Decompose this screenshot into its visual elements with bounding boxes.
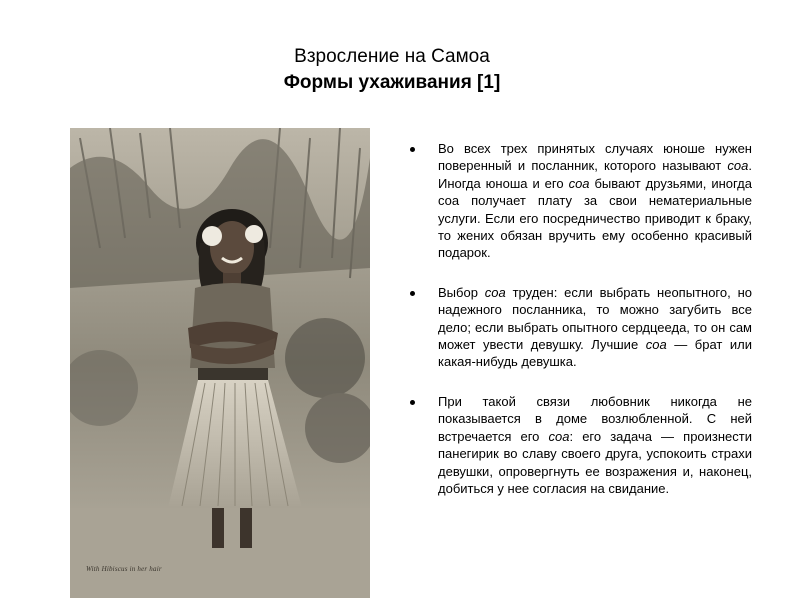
slide-title-block: [0, 44, 794, 96]
photo-illustration: [70, 128, 370, 598]
photo-caption: With Hibiscus in her hair: [86, 565, 162, 573]
bullet-dot: [410, 147, 415, 152]
vintage-photo-girl-in-grass-skirt: [70, 128, 370, 598]
bullet-dot: [410, 291, 415, 296]
list-item: Во всех трех принятых случаях юноше нужен поверенный и посланник, которого называют соа. Иногда юноша и его соа бывают друзьями, иногда соа получает плату за свои нематериальные услуги. Если его посредничество приводит к браку, то жених обязан вручить ему особенно красивый подарок.: [410, 140, 752, 262]
list-item: Выбор соа труден: если выбрать неопытного, но надежного посланника, то можно загубить все дело; если выбрать опытного сердцееда, то он сам может увести девушку. Лучшие соа — брат или какая-нибудь девушка.: [410, 284, 752, 371]
bullet-dot: [410, 400, 415, 405]
bullet-list: [410, 140, 752, 497]
slide-subtitle: Формы ухаживания [1]: [283, 72, 501, 93]
slide-title: Взросление на Самоа: [294, 46, 490, 67]
list-item: При такой связи любовник никогда не показывается в доме возлюбленной. С ней встречается его соа: его задача — произнести панегирик во славу своего друга, успокоить страхи девушки, опровергнуть ее возражения и, наконец, добиться у нее согласия на свидание.: [410, 393, 752, 497]
